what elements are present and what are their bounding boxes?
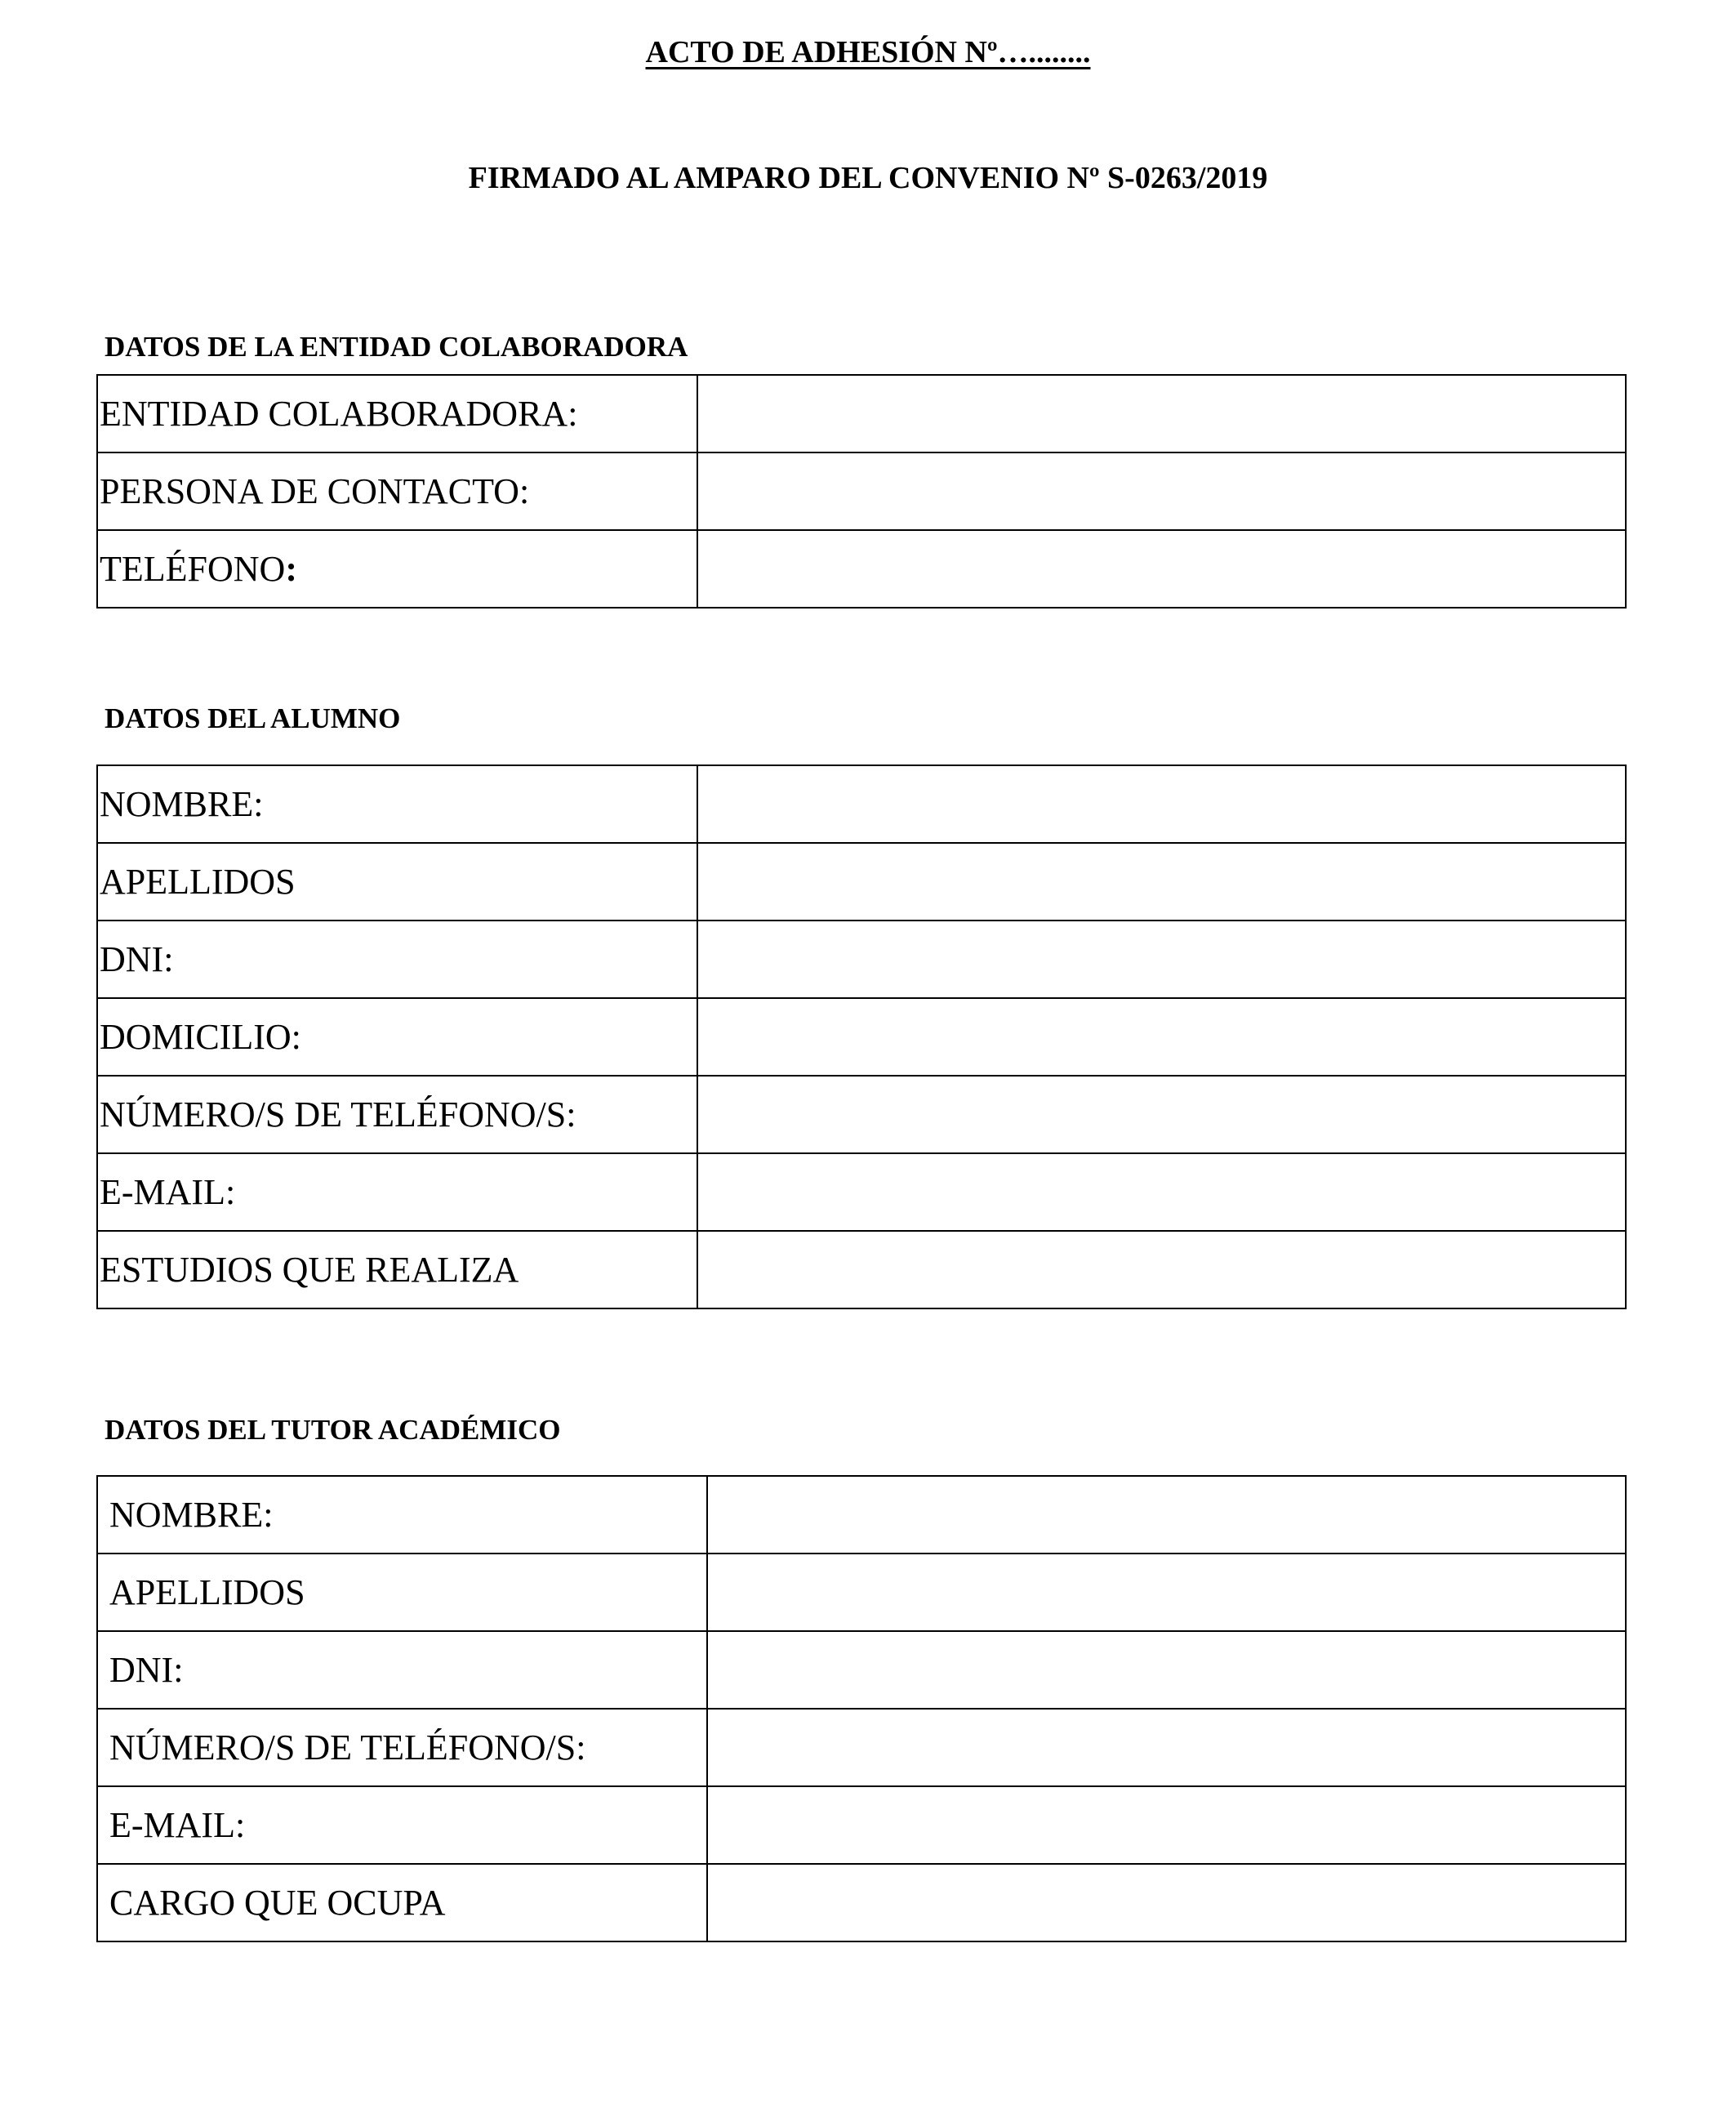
table-row xyxy=(97,1076,1626,1153)
tutor-phone-label: NÚMERO/S DE TELÉFONO/S: xyxy=(97,1709,707,1786)
table-row xyxy=(97,1786,1626,1864)
table-row xyxy=(97,452,1626,530)
entity-table xyxy=(96,374,1627,608)
contact-person-label: PERSONA DE CONTACTO: xyxy=(97,452,697,530)
document-title: ACTO DE ADHESIÓN Nº…........ xyxy=(645,35,1091,69)
student-table xyxy=(96,765,1627,1309)
table-row xyxy=(97,1709,1626,1786)
student-email-field[interactable] xyxy=(697,1153,1626,1231)
student-address-field[interactable] xyxy=(697,998,1626,1076)
entity-name-field[interactable] xyxy=(697,375,1626,452)
student-address-label: DOMICILIO: xyxy=(97,998,697,1076)
student-dni-field[interactable] xyxy=(697,921,1626,998)
tutor-position-label: CARGO QUE OCUPA xyxy=(97,1864,707,1941)
tutor-table xyxy=(96,1475,1627,1942)
student-studies-field[interactable] xyxy=(697,1231,1626,1308)
tutor-dni-field[interactable] xyxy=(707,1631,1626,1709)
student-phone-label: NÚMERO/S DE TELÉFONO/S: xyxy=(97,1076,697,1153)
table-row xyxy=(97,530,1626,608)
student-surnames-label: APELLIDOS xyxy=(97,843,697,921)
table-row xyxy=(97,843,1626,921)
table-row xyxy=(97,998,1626,1076)
student-studies-label: ESTUDIOS QUE REALIZA xyxy=(97,1231,697,1308)
entity-phone-label-colon: : xyxy=(285,548,297,589)
tutor-surnames-label: APELLIDOS xyxy=(97,1554,707,1631)
tutor-position-field[interactable] xyxy=(707,1864,1626,1941)
table-row xyxy=(97,375,1626,452)
entity-section-heading: DATOS DE LA ENTIDAD COLABORADORA xyxy=(105,331,688,363)
student-surnames-field[interactable] xyxy=(697,843,1626,921)
table-row xyxy=(97,1231,1626,1308)
document-subtitle: FIRMADO AL AMPARO DEL CONVENIO Nº S-0263/2019 xyxy=(468,161,1268,195)
table-row xyxy=(97,1476,1626,1554)
entity-phone-label-cell xyxy=(97,530,697,608)
tutor-dni-label: DNI: xyxy=(97,1631,707,1709)
tutor-name-label: NOMBRE: xyxy=(97,1476,707,1554)
tutor-surnames-field[interactable] xyxy=(707,1554,1626,1631)
student-dni-label: DNI: xyxy=(97,921,697,998)
entity-phone-label: TELÉFONO xyxy=(100,548,286,589)
table-row xyxy=(97,1864,1626,1941)
tutor-section-heading: DATOS DEL TUTOR ACADÉMICO xyxy=(105,1414,561,1446)
student-phone-field[interactable] xyxy=(697,1076,1626,1153)
contact-person-field[interactable] xyxy=(697,452,1626,530)
tutor-email-field[interactable] xyxy=(707,1786,1626,1864)
entity-name-label: ENTIDAD COLABORADORA: xyxy=(97,375,697,452)
student-section-heading: DATOS DEL ALUMNO xyxy=(105,702,401,734)
table-row xyxy=(97,921,1626,998)
tutor-phone-field[interactable] xyxy=(707,1709,1626,1786)
tutor-name-field[interactable] xyxy=(707,1476,1626,1554)
table-row xyxy=(97,765,1626,843)
entity-phone-field[interactable] xyxy=(697,530,1626,608)
tutor-email-label: E-MAIL: xyxy=(97,1786,707,1864)
student-email-label: E-MAIL: xyxy=(97,1153,697,1231)
table-row xyxy=(97,1554,1626,1631)
student-name-label: NOMBRE: xyxy=(97,765,697,843)
table-row xyxy=(97,1631,1626,1709)
table-row xyxy=(97,1153,1626,1231)
student-name-field[interactable] xyxy=(697,765,1626,843)
